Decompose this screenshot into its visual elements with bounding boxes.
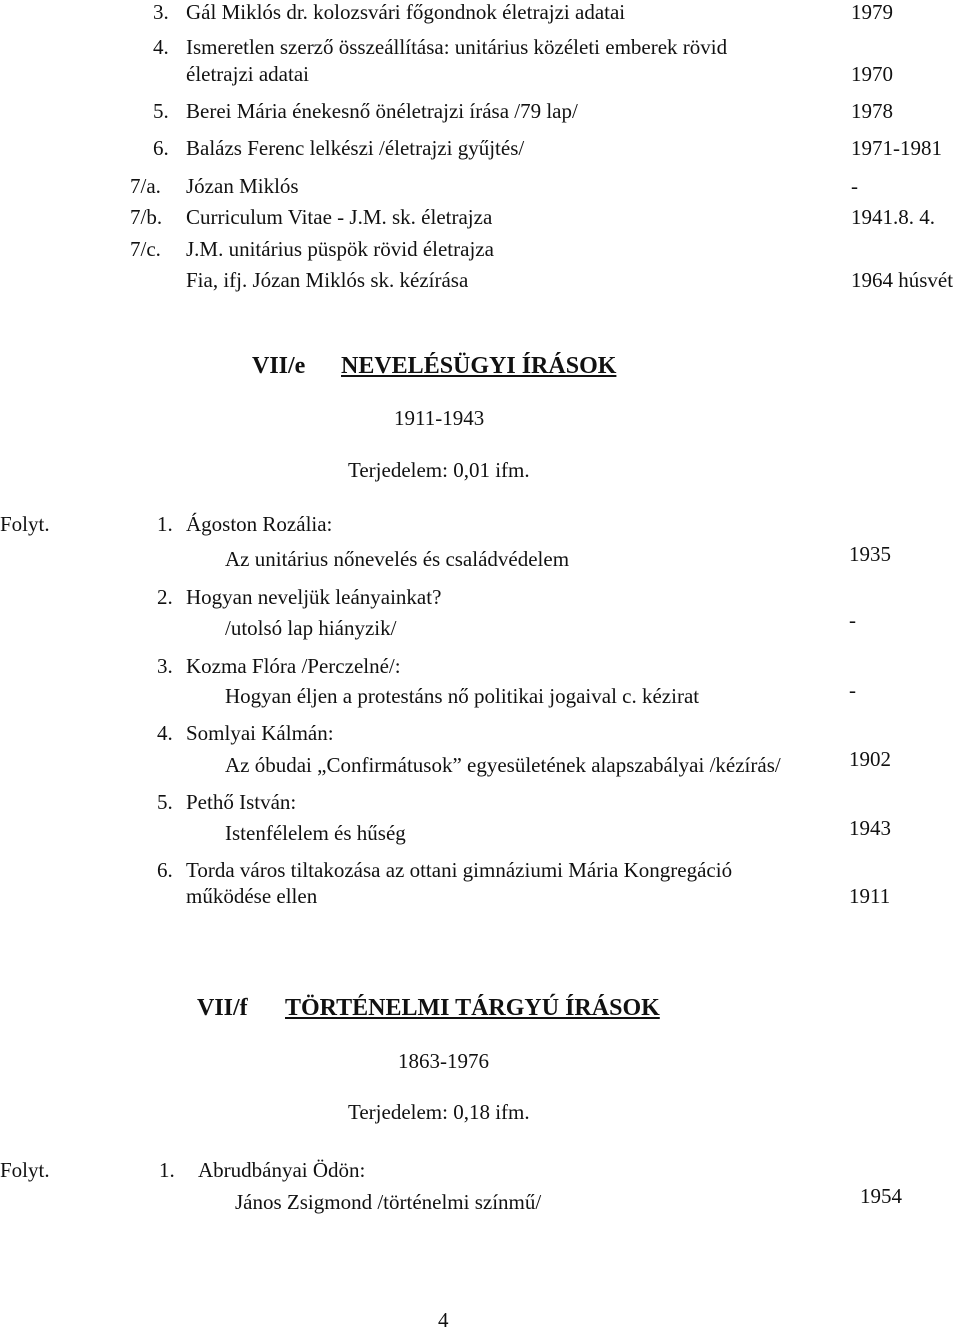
section-code: VII/f xyxy=(197,995,248,1021)
list-item-date: 1964 húsvét xyxy=(851,268,954,292)
list-item-date: 1970 xyxy=(851,62,893,86)
list-item-date: 1941.8. 4. xyxy=(851,205,935,229)
section-extent: Terjedelem: 0,18 ifm. xyxy=(348,1100,530,1124)
folyt-label: Folyt. xyxy=(0,512,50,536)
list-item-author: Ágoston Rozália: xyxy=(186,512,333,536)
list-item-date: - xyxy=(849,608,856,632)
list-item-author: Somlyai Kálmán: xyxy=(186,721,334,745)
section-years: 1911-1943 xyxy=(394,406,485,430)
section-years: 1863-1976 xyxy=(398,1049,489,1073)
list-item-number: 3. xyxy=(157,654,173,678)
list-item-number: 6. xyxy=(153,136,169,160)
list-item-number: 1. xyxy=(159,1158,175,1182)
page-number: 4 xyxy=(438,1308,449,1332)
list-item-title: /utolsó lap hiányzik/ xyxy=(225,616,397,640)
list-item-number: 7/a. xyxy=(130,174,161,198)
list-item-date: 1911 xyxy=(849,884,891,908)
list-item-number: 5. xyxy=(153,99,169,123)
section-code: VII/e xyxy=(252,353,306,379)
list-item-title: működése ellen xyxy=(186,884,318,908)
list-item-title: Istenfélelem és hűség xyxy=(225,821,406,845)
list-item-date: - xyxy=(851,174,858,198)
list-item-author: Pethő István: xyxy=(186,790,297,814)
list-item-number: 7/b. xyxy=(130,205,163,229)
list-item-title: J.M. unitárius püspök rövid életrajza xyxy=(186,237,494,261)
list-item-author: Kozma Flóra /Perczelné/: xyxy=(186,654,401,678)
section-extent: Terjedelem: 0,01 ifm. xyxy=(348,458,530,482)
section-title: NEVELÉSÜGYI ÍRÁSOK xyxy=(341,353,617,379)
list-item-date: 1935 xyxy=(849,542,891,566)
list-item-title: Curriculum Vitae - J.M. sk. életrajza xyxy=(186,205,493,229)
list-item-title: Balázs Ferenc lelkészi /életrajzi gyűjtés/ xyxy=(186,136,525,160)
list-item-date: 1954 xyxy=(860,1184,902,1208)
list-item-title-cont: Fia, ifj. Józan Miklós sk. kézírása xyxy=(186,268,469,292)
list-item-title: Hogyan éljen a protestáns nő politikai jogaival c. kézirat xyxy=(225,684,700,708)
list-item-number: 1. xyxy=(157,512,173,536)
section-title: TÖRTÉNELMI TÁRGYÚ ÍRÁSOK xyxy=(285,995,660,1021)
list-item-title: Berei Mária énekesnő önéletrajzi írása /79 lap/ xyxy=(186,99,578,123)
list-item-date: 1943 xyxy=(849,816,891,840)
list-item-title: Az óbudai „Confirmátusok” egyesületének alapszabályai /kézírás/ xyxy=(225,753,781,777)
list-item-number: 5. xyxy=(157,790,173,814)
list-item-number: 4. xyxy=(157,721,173,745)
list-item-number: 6. xyxy=(157,858,173,882)
list-item-title: Józan Miklós xyxy=(186,174,299,198)
list-item-number: 2. xyxy=(157,585,173,609)
list-item-number: 3. xyxy=(153,0,169,24)
list-item-author: Abrudbányai Ödön: xyxy=(198,1158,366,1182)
list-item-number: 7/c. xyxy=(130,237,161,261)
list-item-title-cont: életrajzi adatai xyxy=(186,62,309,86)
list-item-date: 1978 xyxy=(851,99,893,123)
list-item-title: Az unitárius nőnevelés és családvédelem xyxy=(225,547,570,571)
list-item-author: Torda város tiltakozása az ottani gimnáziumi Mária Kongregáció xyxy=(186,858,733,882)
list-item-date: 1971-1981 xyxy=(851,136,942,160)
list-item-date: 1902 xyxy=(849,747,891,771)
list-item-author: Hogyan neveljük leányainkat? xyxy=(186,585,442,609)
list-item-number: 4. xyxy=(153,35,169,59)
list-item-title: János Zsigmond /történelmi színmű/ xyxy=(235,1190,542,1214)
list-item-date: - xyxy=(849,678,856,702)
list-item-title: Gál Miklós dr. kolozsvári főgondnok életrajzi adatai xyxy=(186,0,626,24)
list-item-date: 1979 xyxy=(851,0,893,24)
list-item-title: Ismeretlen szerző összeállítása: unitárius közéleti emberek rövid xyxy=(186,35,728,59)
folyt-label: Folyt. xyxy=(0,1158,50,1182)
